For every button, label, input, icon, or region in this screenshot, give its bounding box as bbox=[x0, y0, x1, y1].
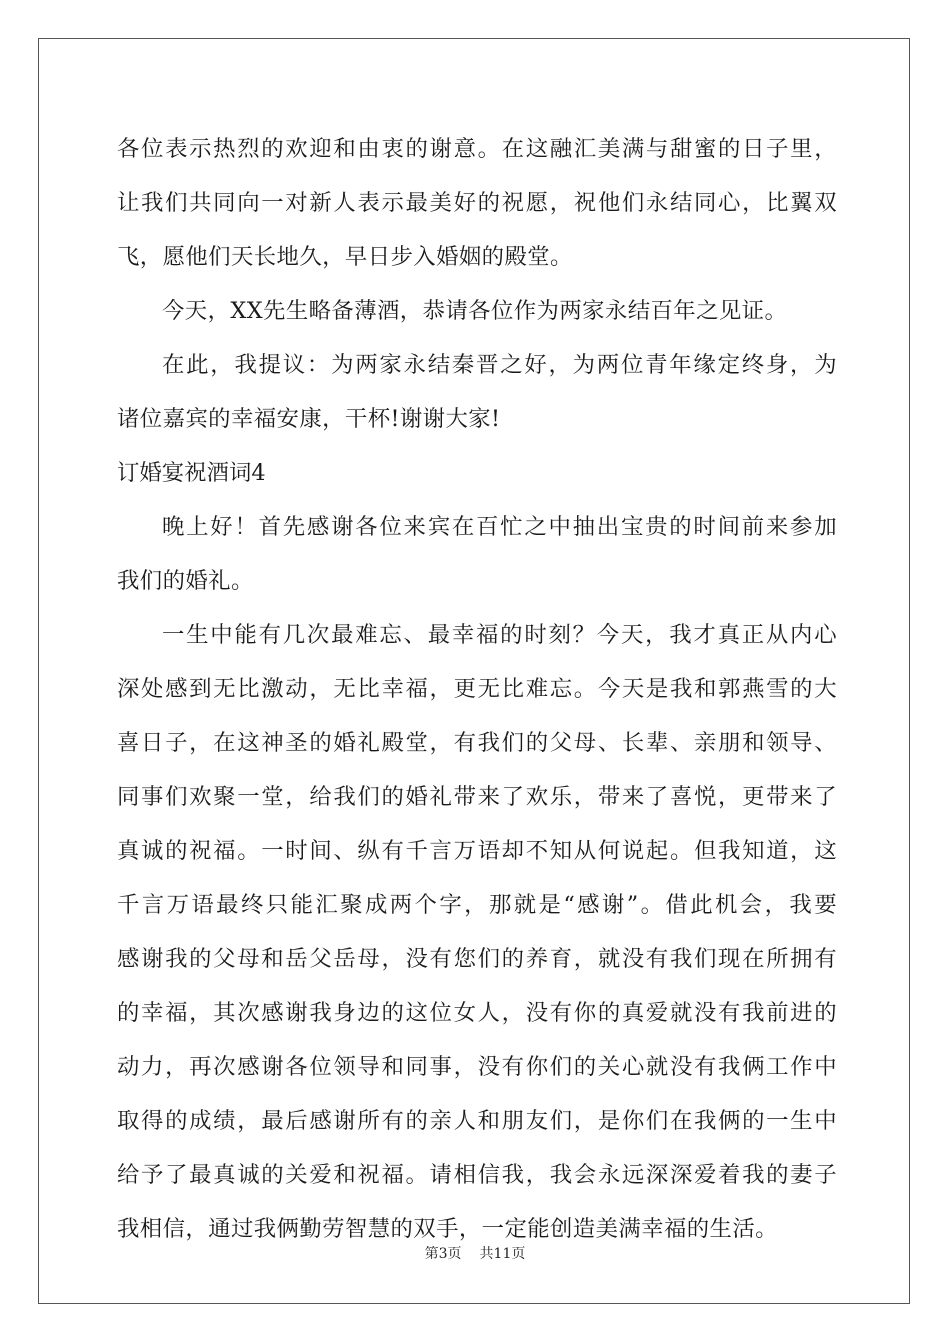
text-line: 让我们共同向一对新人表示最美好的祝愿，祝他们永结同心，比翼双 bbox=[117, 190, 837, 216]
page-footer bbox=[0, 1243, 950, 1263]
total-pages-label: 共11页 bbox=[479, 1246, 526, 1262]
text-line: 同事们欢聚一堂，给我们的婚礼带来了欢乐，带来了喜悦，更带来了 bbox=[117, 784, 837, 810]
text-line: 晚上好！首先感谢各位来宾在百忙之中抽出宝贵的时间前来参加 bbox=[162, 514, 837, 540]
text-line: 一生中能有几次最难忘、最幸福的时刻？今天，我才真正从内心 bbox=[162, 622, 837, 648]
text-line: 今天，XX先生略备薄酒，恭请各位作为两家永结百年之见证。 bbox=[162, 298, 788, 324]
text-line: 千言万语最终只能汇聚成两个字，那就是“感谢”。借此机会，我要 bbox=[117, 892, 837, 918]
text-line: 喜日子，在这神圣的婚礼殿堂，有我们的父母、长辈、亲朋和领导、 bbox=[117, 730, 837, 756]
text-line: 我相信，通过我俩勤劳智慧的双手，一定能创造美满幸福的生活。 bbox=[117, 1216, 778, 1242]
document-body bbox=[117, 127, 837, 1261]
section-heading: 订婚宴祝酒词4 bbox=[117, 460, 266, 486]
text-line: 真诚的祝福。一时间、纵有千言万语却不知从何说起。但我知道，这 bbox=[117, 838, 837, 864]
text-line: 我们的婚礼。 bbox=[117, 568, 254, 594]
text-line: 深处感到无比激动，无比幸福，更无比难忘。今天是我和郭燕雪的大 bbox=[117, 676, 837, 702]
text-line: 在此，我提议：为两家永结秦晋之好，为两位青年缘定终身，为 bbox=[162, 352, 837, 378]
text-line: 的幸福，其次感谢我身边的这位女人，没有你的真爱就没有我前进的 bbox=[117, 1000, 837, 1026]
text-line: 各位表示热烈的欢迎和由衷的谢意。在这融汇美满与甜蜜的日子里， bbox=[117, 136, 837, 162]
text-line: 取得的成绩，最后感谢所有的亲人和朋友们，是你们在我俩的一生中 bbox=[117, 1108, 837, 1134]
text-line: 动力，再次感谢各位领导和同事，没有你们的关心就没有我俩工作中 bbox=[117, 1054, 837, 1080]
text-line: 感谢我的父母和岳父岳母，没有您们的养育，就没有我们现在所拥有 bbox=[117, 946, 837, 972]
current-page-label: 第3页 bbox=[424, 1246, 462, 1262]
text-line: 诸位嘉宾的幸福安康，干杯!谢谢大家! bbox=[117, 406, 501, 432]
text-line: 给予了最真诚的关爱和祝福。请相信我，我会永远深深爱着我的妻子 bbox=[117, 1162, 837, 1188]
text-line: 飞，愿他们天长地久，早日步入婚姻的殿堂。 bbox=[117, 244, 573, 270]
